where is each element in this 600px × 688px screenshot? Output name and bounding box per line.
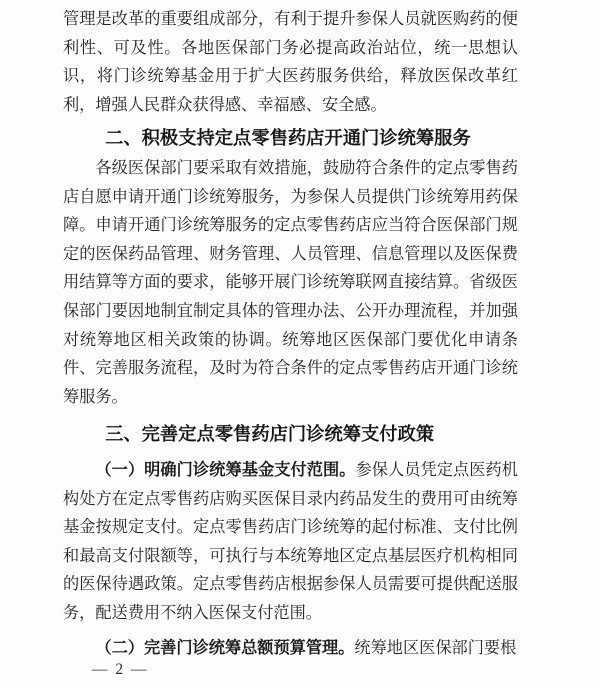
section-heading-3: 三、完善定点零售药店门诊统筹支付政策 — [105, 423, 435, 445]
clause-2-lead: （二）完善门诊统筹总额预算管理。 — [95, 639, 355, 658]
clause-1-lead: （一）明确门诊统筹基金支付范围。 — [95, 460, 356, 479]
paragraph-clause-2 — [63, 634, 518, 663]
paragraph-section-2-body: 各级医保部门要采取有效措施，鼓励符合条件的定点零售药店自愿申请开通门诊统筹服务，为参保人员提供门诊统筹用药保障。申请开通门诊统筹服务的定点零售药店应当符合医保部门规定的医保药品管理、财务管理、人员管理、信息管理以及医保费用结算等方面的要求，能够开展门诊统筹联网直接结算。省级医保部门要因地制宜制定具体的管理办法、公开办理流程，并加强对统筹地区相关政策的协调。统筹地区医保部门要优化申请条件、完善服务流程，及时为符合条件的定点零售药店开通门诊统筹服务。 — [63, 158, 518, 406]
section-heading-2: 二、积极支持定点零售药店开通门诊统筹服务 — [105, 127, 471, 149]
paragraph-continuation: 管理是改革的重要组成部分，有利于提升参保人员就医购药的便利性、可及性。各地医保部门务必提高政治站位，统一思想认识，将门诊统筹基金用于扩大医药服务供给，释放医保改革红利，增强人民群众获得感、幸福感、安全感。 — [63, 10, 518, 114]
page-number: — 2 — — [92, 661, 149, 678]
clause-1-body: 参保人员凭定点医药机构处方在定点零售药店购买医保目录内药品发生的费用可由统筹基金按规定支付。定点零售药店门诊统筹的起付标准、支付比例和最高支付限额等，可执行与本统筹地区定点基层医疗机构相同的医保待遇政策。定点零售药店根据参保人员需要可提供配送服务，配送费用不纳入医保支付范围。 — [63, 460, 518, 622]
clause-2-body: 统筹地区医保部门要根 — [354, 639, 517, 658]
paragraph-clause-1 — [63, 456, 518, 628]
